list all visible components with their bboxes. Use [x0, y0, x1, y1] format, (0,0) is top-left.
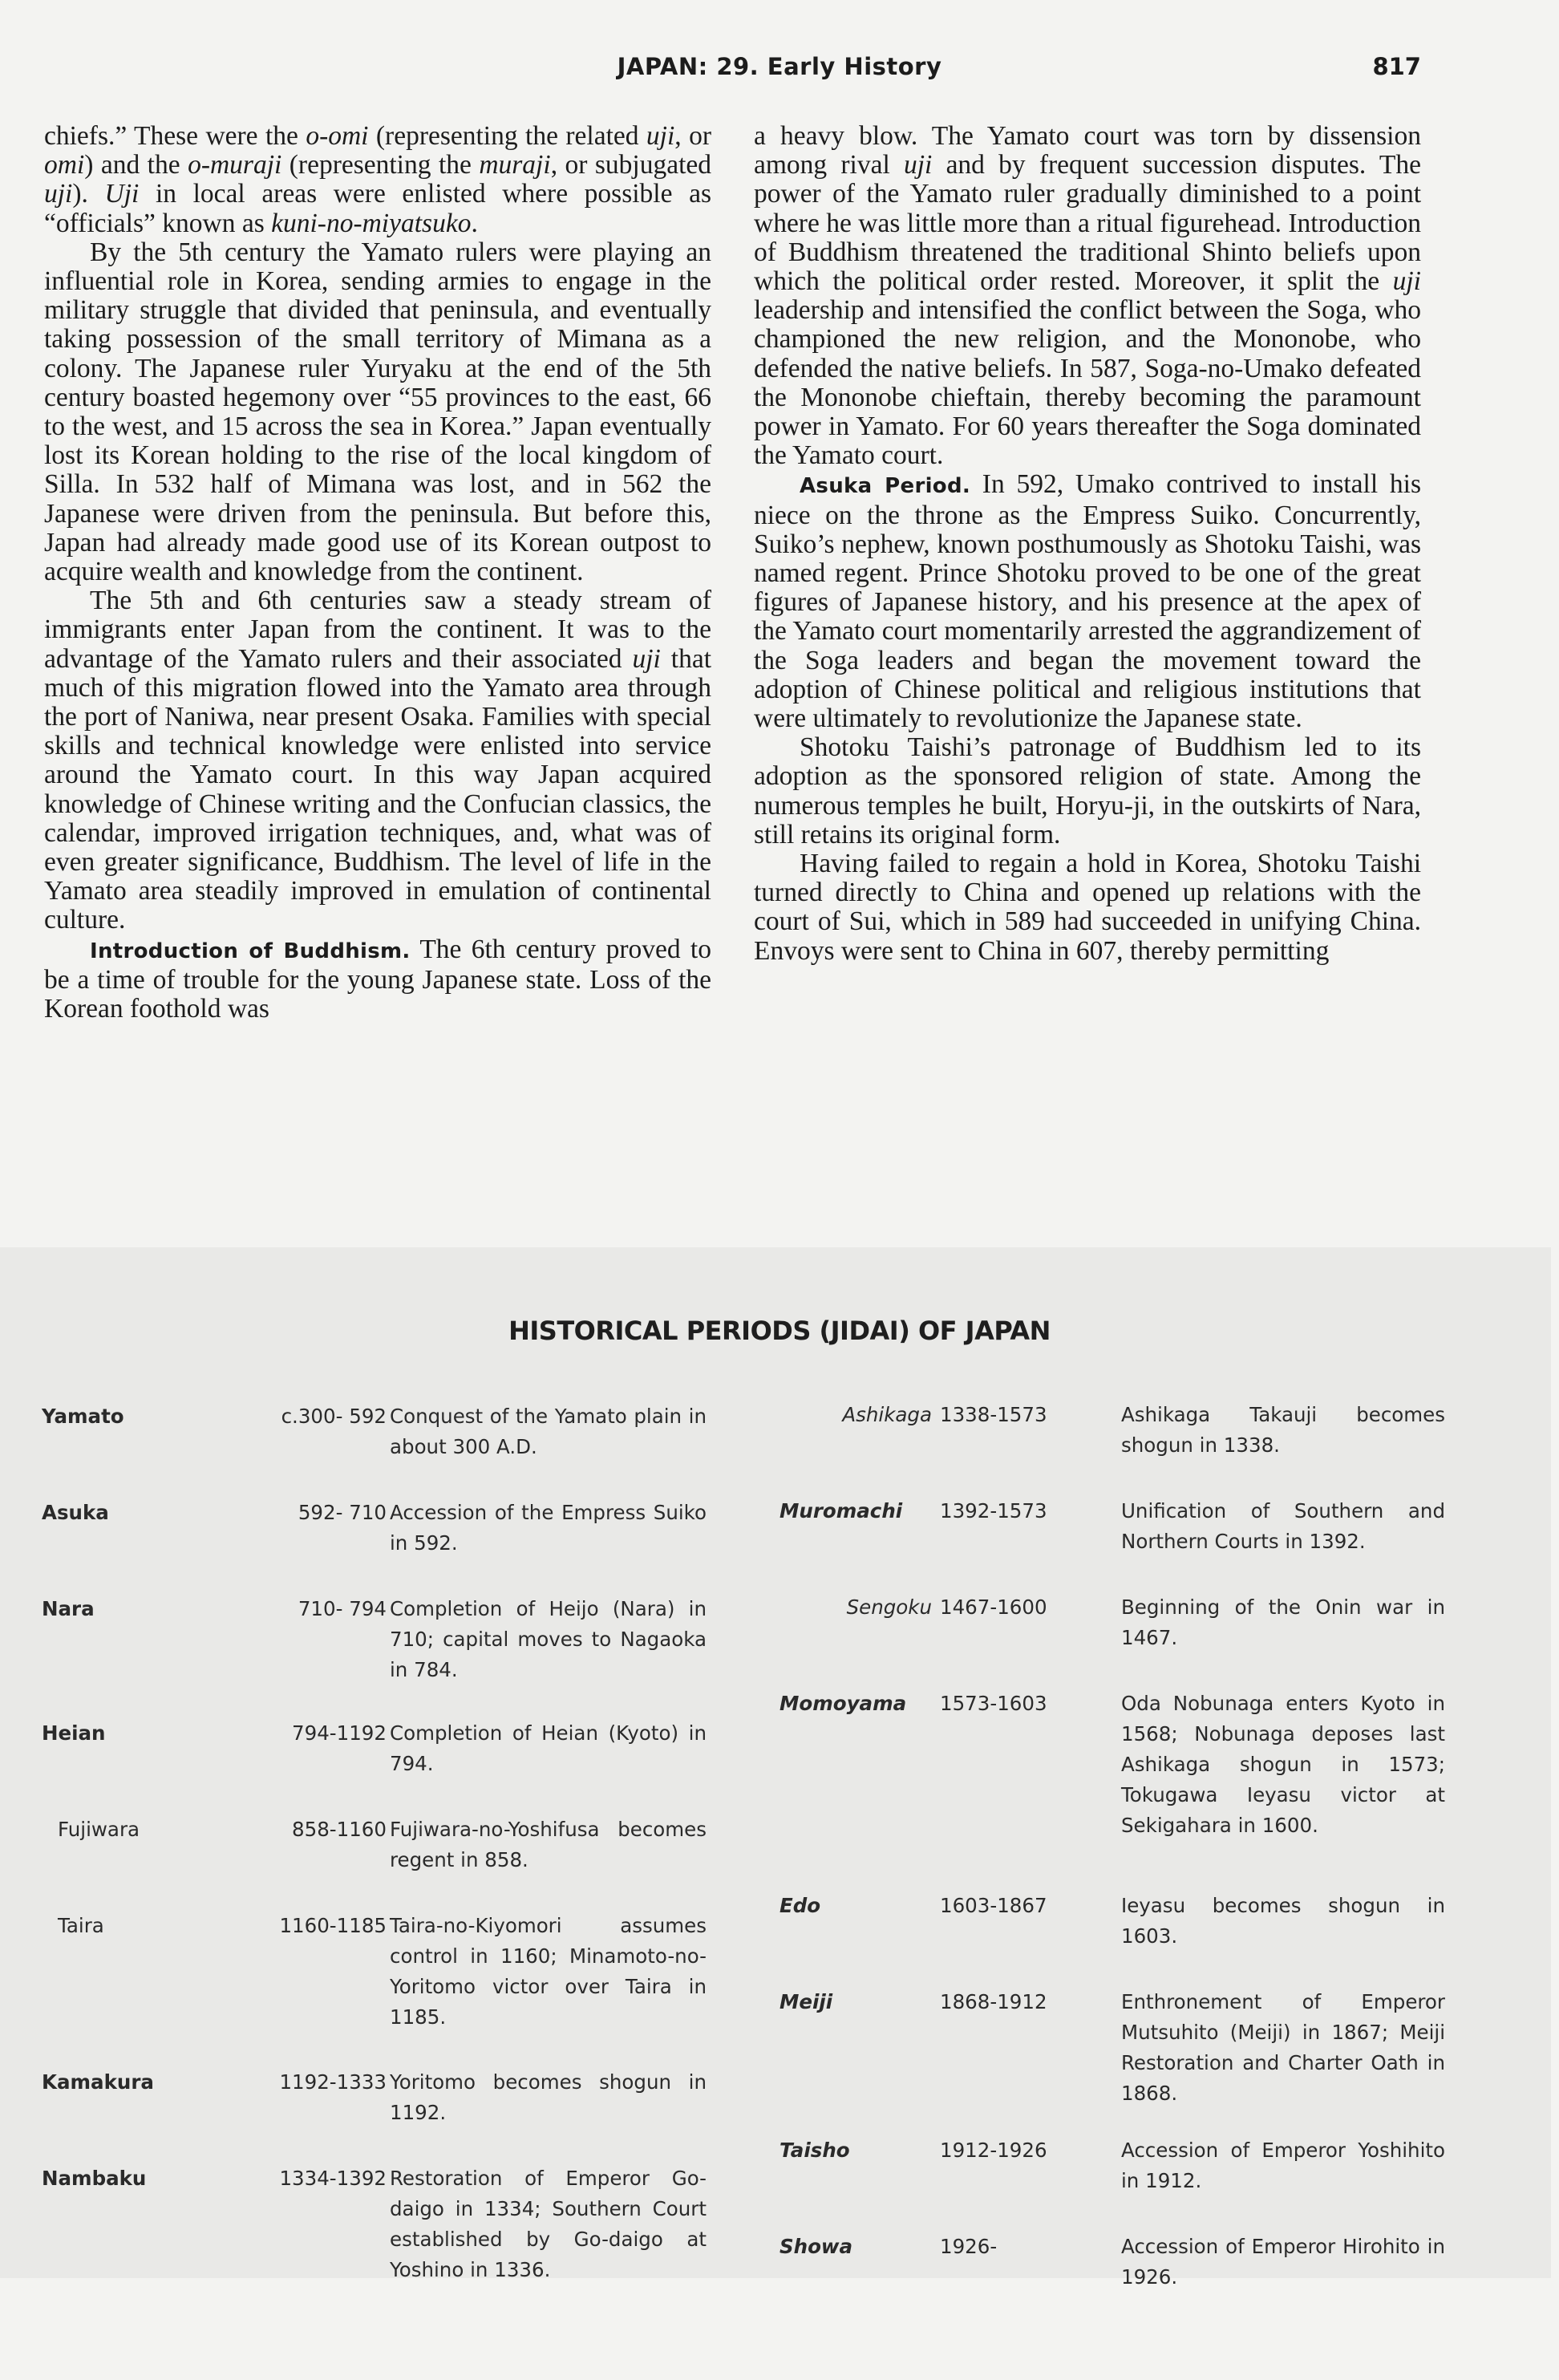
text-run: chiefs.” These were the — [44, 121, 306, 151]
continued-paragraph — [44, 122, 711, 238]
period-description: Unification of Southern and Northern Courts in 1392. — [1121, 1499, 1445, 1553]
text-run: , or subjugated — [550, 150, 712, 180]
running-head — [0, 50, 1559, 82]
period-name: Asuka — [42, 1501, 109, 1524]
period-description: Fujiwara-no-Yoshifusa becomes regent in 858. — [390, 1818, 707, 1871]
period-description: Restoration of Emperor Go-daigo in 1334; Southern Court established by Go-daigo at Yoshino in 1336. — [390, 2167, 707, 2281]
text-run: a heavy blow. The Yamato court was torn by dissension among rival — [754, 121, 1421, 180]
italic-term: o-omi — [306, 121, 369, 151]
paragraph — [754, 470, 1421, 733]
period-name: Kamakura — [42, 2070, 154, 2094]
period-description: Beginning of the Onin war in 1467. — [1121, 1595, 1445, 1649]
text-run: ). — [72, 179, 105, 209]
text-run: that much of this migration flowed into the Yamato area through the port of Naniwa, near present Osaka. Families with special skills and technical knowledge were enlisted into service around the Yamato court. In this way Japan acquired knowledge of Chinese writing and the Confucian classics, the calendar, improved irrigation techniques, and, what was of even greater significance, Buddhism. The level of life in the Yamato area steadily improved in emulation of continental culture. — [44, 643, 712, 935]
text-run: leadership and intensified the conflict between the Soga, who championed the new religion, and the Mononobe, who defended the native beliefs. In 587, Soga-no-Umako defeated the Mononobe chieftain, thereby becoming the paramount power in Yamato. For 60 years thereafter the Soga dominated the Yamato court. — [754, 295, 1421, 471]
period-dates: 1912-1926 — [940, 2139, 1047, 2162]
period-dates: 1868-1912 — [940, 1990, 1047, 2013]
period-description: Enthronement of Emperor Mutsuhito (Meiji) in 1867; Meiji Restoration and Charter Oath in 1868. — [1121, 1990, 1445, 2105]
text-run: and by frequent succession disputes. The power of the Yamato ruler gradually diminished to a point where he was little more than a ritual figurehead. Introduction of Buddhism threatened the traditional Shinto beliefs upon which the political order rested. Moreover, it split the — [754, 150, 1421, 297]
period-dates: 1392-1573 — [940, 1499, 1047, 1522]
italic-term: uji — [632, 643, 661, 674]
text-run: Having failed to regain a hold in Korea, Shotoku Taishi turned directly to China and opened up relations with the court of Sui, which in 589 had succeeded in unifying China. Envoys were sent to China in 607, thereby permitting — [754, 849, 1421, 966]
period-description: Yoritomo becomes shogun in 1192. — [390, 2070, 707, 2124]
text-run: The 5th and 6th centuries saw a steady stream of immigrants enter Japan from the continent. It was to the advantage of the Yamato rulers and their associated — [44, 586, 711, 674]
section-heading: Asuka Period. — [800, 474, 971, 499]
section-heading: Introduction of Buddhism. — [90, 939, 411, 963]
periods-table-title: HISTORICAL PERIODS (JIDAI) OF JAPAN — [508, 1316, 1051, 1346]
period-name: Meiji — [780, 1990, 833, 2013]
period-description: Conquest of the Yamato plain in about 300 A.D. — [390, 1405, 707, 1458]
period-description: Oda Nobunaga enters Kyoto in 1568; Nobunaga deposes last Ashikaga shogun in 1573; Tokugawa Ieyasu victor at Sekigahara in 1600. — [1121, 1692, 1445, 1837]
italic-term: uji — [44, 179, 73, 209]
period-description: Accession of Emperor Yoshihito in 1912. — [1121, 2139, 1445, 2192]
right-text-column — [754, 122, 1421, 966]
running-head-title: JAPAN: 29. Early History — [617, 53, 942, 80]
period-name: Nara — [42, 1597, 95, 1620]
paragraph — [754, 849, 1421, 966]
period-dates: 1338-1573 — [940, 1403, 1047, 1426]
period-dates: 1573-1603 — [940, 1692, 1047, 1715]
text-run: , or — [674, 121, 711, 151]
period-dates: 1334-1392 — [279, 2167, 387, 2190]
italic-term: Uji — [104, 179, 140, 209]
italic-term: uji — [1392, 266, 1421, 297]
italic-term: o-muraji — [188, 150, 282, 180]
period-description: Completion of Heian (Kyoto) in 794. — [390, 1721, 707, 1775]
period-description: Accession of Emperor Hirohito in 1926. — [1121, 2235, 1445, 2289]
text-run: The 6th century proved to be a time of trouble for the young Japanese state. Loss of the Korean foothold was — [44, 934, 711, 1024]
period-name: Nambaku — [42, 2167, 147, 2190]
period-description: Taira-no-Kiyomori assumes control in 1160; Minamoto-no-Yoritomo victor over Taira in 1185. — [390, 1914, 707, 2029]
period-dates: c.300- 592 — [281, 1405, 387, 1428]
period-name: Taisho — [780, 2139, 850, 2162]
period-name: Edo — [780, 1894, 821, 1917]
period-name: Showa — [780, 2235, 853, 2258]
italic-term: uji — [646, 121, 675, 151]
period-description: Ashikaga Takauji becomes shogun in 1338. — [1121, 1403, 1445, 1457]
period-dates: 1467-1600 — [940, 1595, 1047, 1619]
period-dates: 592- 710 — [298, 1501, 387, 1524]
paragraph — [44, 238, 711, 586]
period-dates: 1160-1185 — [279, 1914, 387, 1937]
text-run: In 592, Umako contrived to install his niece on the throne as the Empress Suiko. Concurrently, Suiko’s nephew, known posthumously as Shotoku Taishi, was named regent. Prince Shotoku proved to be one of the great figures of Japanese history, and his presence at the apex of the Yamato court momentarily arrested the aggrandizement of the Soga leaders and began the movement toward the adoption of Chinese political and religious institutions that were ultimately to revolutionize the Japanese state. — [754, 469, 1421, 734]
italic-term: kuni-no-miyatsuko — [271, 208, 472, 238]
period-name: Heian — [42, 1721, 106, 1745]
text-run: (representing the — [281, 150, 480, 180]
period-dates: 794-1192 — [292, 1721, 387, 1745]
left-text-column — [44, 122, 711, 1024]
period-description: Ieyasu becomes shogun in 1603. — [1121, 1894, 1445, 1948]
text-run: . — [471, 208, 478, 238]
italic-term: muraji — [479, 150, 551, 180]
paragraph — [44, 935, 711, 1024]
italic-term: omi — [44, 150, 85, 180]
period-dates: 1192-1333 — [279, 2070, 387, 2094]
text-run: By the 5th century the Yamato rulers were playing an influential role in Korea, sending armies to engage in the military struggle that divided that peninsula, and eventually taking possession of the small territory of Mimana as a colony. The Japanese ruler Yuryaku at the end of the 5th century boasted hegemony over “55 provinces to the east, 66 to the west, and 15 across the sea in Korea.” Japan eventually lost its Korean holding to the rise of the local kingdom of Silla. In 532 half of Mimana was lost, and in 562 the Japanese were driven from the peninsula. But before this, Japan had already made good use of its Korean outpost to acquire wealth and knowledge from the continent. — [44, 237, 711, 587]
text-run: (representing the related — [368, 121, 646, 151]
period-dates: 710- 794 — [298, 1597, 387, 1620]
continued-paragraph — [754, 122, 1421, 470]
period-name: Sengoku — [846, 1595, 932, 1619]
text-run: in local areas were enlisted where possible as “officials” known as — [44, 179, 711, 238]
period-dates: 858-1160 — [292, 1818, 387, 1841]
text-run: ) and the — [84, 150, 188, 180]
page-number: 817 — [1372, 53, 1421, 80]
period-name: Yamato — [42, 1405, 124, 1428]
period-name: Fujiwara — [58, 1818, 140, 1841]
period-description: Completion of Heijo (Nara) in 710; capital moves to Nagaoka in 784. — [390, 1597, 707, 1681]
italic-term: uji — [903, 150, 933, 180]
period-dates: 1926- — [940, 2235, 998, 2258]
paragraph — [754, 733, 1421, 849]
period-description: Accession of the Empress Suiko in 592. — [390, 1501, 707, 1555]
paragraph — [44, 586, 711, 935]
period-name: Taira — [58, 1914, 104, 1937]
period-name: Muromachi — [780, 1499, 903, 1522]
period-name: Momoyama — [780, 1692, 907, 1715]
period-dates: 1603-1867 — [940, 1894, 1047, 1917]
period-name: Ashikaga — [842, 1403, 932, 1426]
text-run: Shotoku Taishi’s patronage of Buddhism led to its adoption as the sponsored religion of state. Among the numerous temples he built, Horyu-ji, in the outskirts of Nara, still retains its original form. — [754, 732, 1421, 849]
